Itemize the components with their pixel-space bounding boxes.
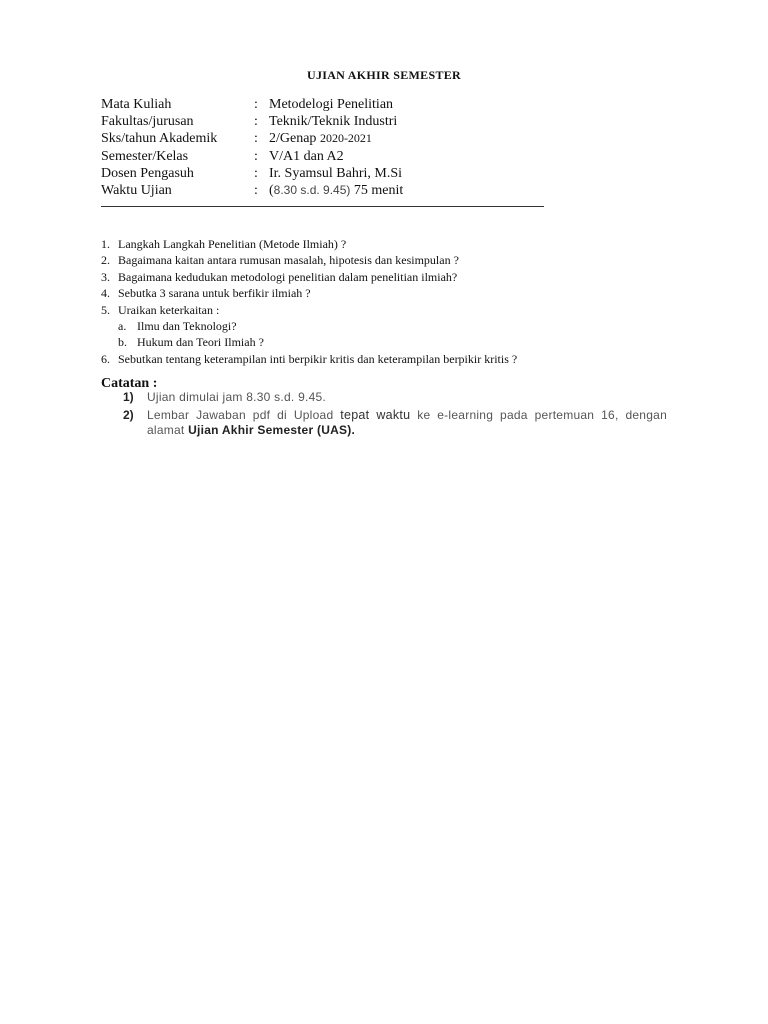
note-text-part: ke e-learning pada pertemuan 16, dengan alamat [147,407,668,437]
info-label: Mata Kuliah [101,97,172,112]
question-number: 2. [101,253,110,268]
note-text-part: Lembar Jawaban pdf di Upload [147,407,334,422]
question-number: 3. [101,269,110,284]
sks-value: 2/Genap [269,131,317,147]
sub-question-letter: b. [118,335,127,350]
note-emphasis: tepat waktu [340,407,411,422]
note-text: Ujian dimulai jam 8.30 s.d. 9.45. [147,390,327,404]
info-colon: : [254,183,258,199]
question-list [101,236,517,367]
sub-question-text: Hukum dan Teori Ilmiah ? [137,335,264,350]
question-text: Sebutkan tentang keterampilan inti berpikir kritis dan keterampilan berpikir kritis ? [118,351,518,366]
question-number: 5. [101,302,110,317]
info-row-waktu [101,182,403,199]
note-item [123,390,667,406]
question-text: Sebutka 3 sarana untuk berfikir ilmiah ? [118,286,311,301]
notes-list [123,390,667,441]
question-item [101,351,517,367]
sub-question-item [101,318,517,334]
question-text: Bagaimana kedudukan metodologi penelitian dalam penelitian ilmiah? [118,269,458,284]
info-row-fakultas [101,113,403,130]
note-bold-title: Ujian Akhir Semester (UAS). [188,423,356,437]
paren-open: ( [269,183,274,199]
info-row-mata-kuliah [101,96,403,113]
question-item [101,285,517,301]
info-value: Metodelogi Penelitian [269,97,394,112]
info-value [269,130,372,147]
question-number: 4. [101,286,110,301]
info-row-semester [101,148,403,165]
question-item [101,269,517,285]
info-colon: : [254,114,258,130]
sub-question-text: Ilmu dan Teknologi? [137,319,237,334]
question-item [101,236,517,252]
academic-year: 2020-2021 [319,131,372,146]
question-text: Langkah Langkah Penelitian (Metode Ilmiah) ? [118,237,347,251]
info-label: Semester/Kelas [101,148,189,164]
info-value: V/A1 dan A2 [269,148,344,164]
note-number: 1) [123,390,134,404]
exam-title: UJIAN AKHIR SEMESTER [306,68,462,82]
info-colon: : [254,97,258,112]
sub-question-letter: a. [118,319,127,334]
info-label: Fakultas/jurusan [101,114,194,130]
info-colon: : [254,131,258,147]
info-colon: : [254,165,258,181]
question-text: Bagaimana kaitan antara rumusan masalah, hipotesis dan kesimpulan ? [118,253,459,268]
info-value: Teknik/Teknik Industri [269,114,398,130]
exam-duration: 75 menit [353,183,404,199]
header-divider [101,206,544,207]
info-label: Waktu Ujian [101,183,172,199]
info-value: Ir. Syamsul Bahri, M.Si [269,165,403,181]
note-number: 2) [123,407,134,422]
info-row-sks [101,130,403,147]
info-colon: : [254,148,258,164]
sub-question-item [101,334,517,350]
question-text: Uraikan keterkaitan : [118,302,220,317]
note-text [147,408,667,439]
question-item [101,252,517,268]
info-value [269,182,403,199]
question-item [101,302,517,318]
notes-heading: Catatan : [101,376,158,391]
info-label: Dosen Pengasuh [101,165,194,181]
info-label: Sks/tahun Akademik [101,131,218,147]
question-number: 1. [101,237,110,251]
exam-time: 8.30 s.d. 9.45) [273,183,351,198]
exam-info-block [101,96,403,199]
note-item [123,408,667,439]
info-row-dosen [101,165,403,182]
question-number: 6. [101,351,110,366]
